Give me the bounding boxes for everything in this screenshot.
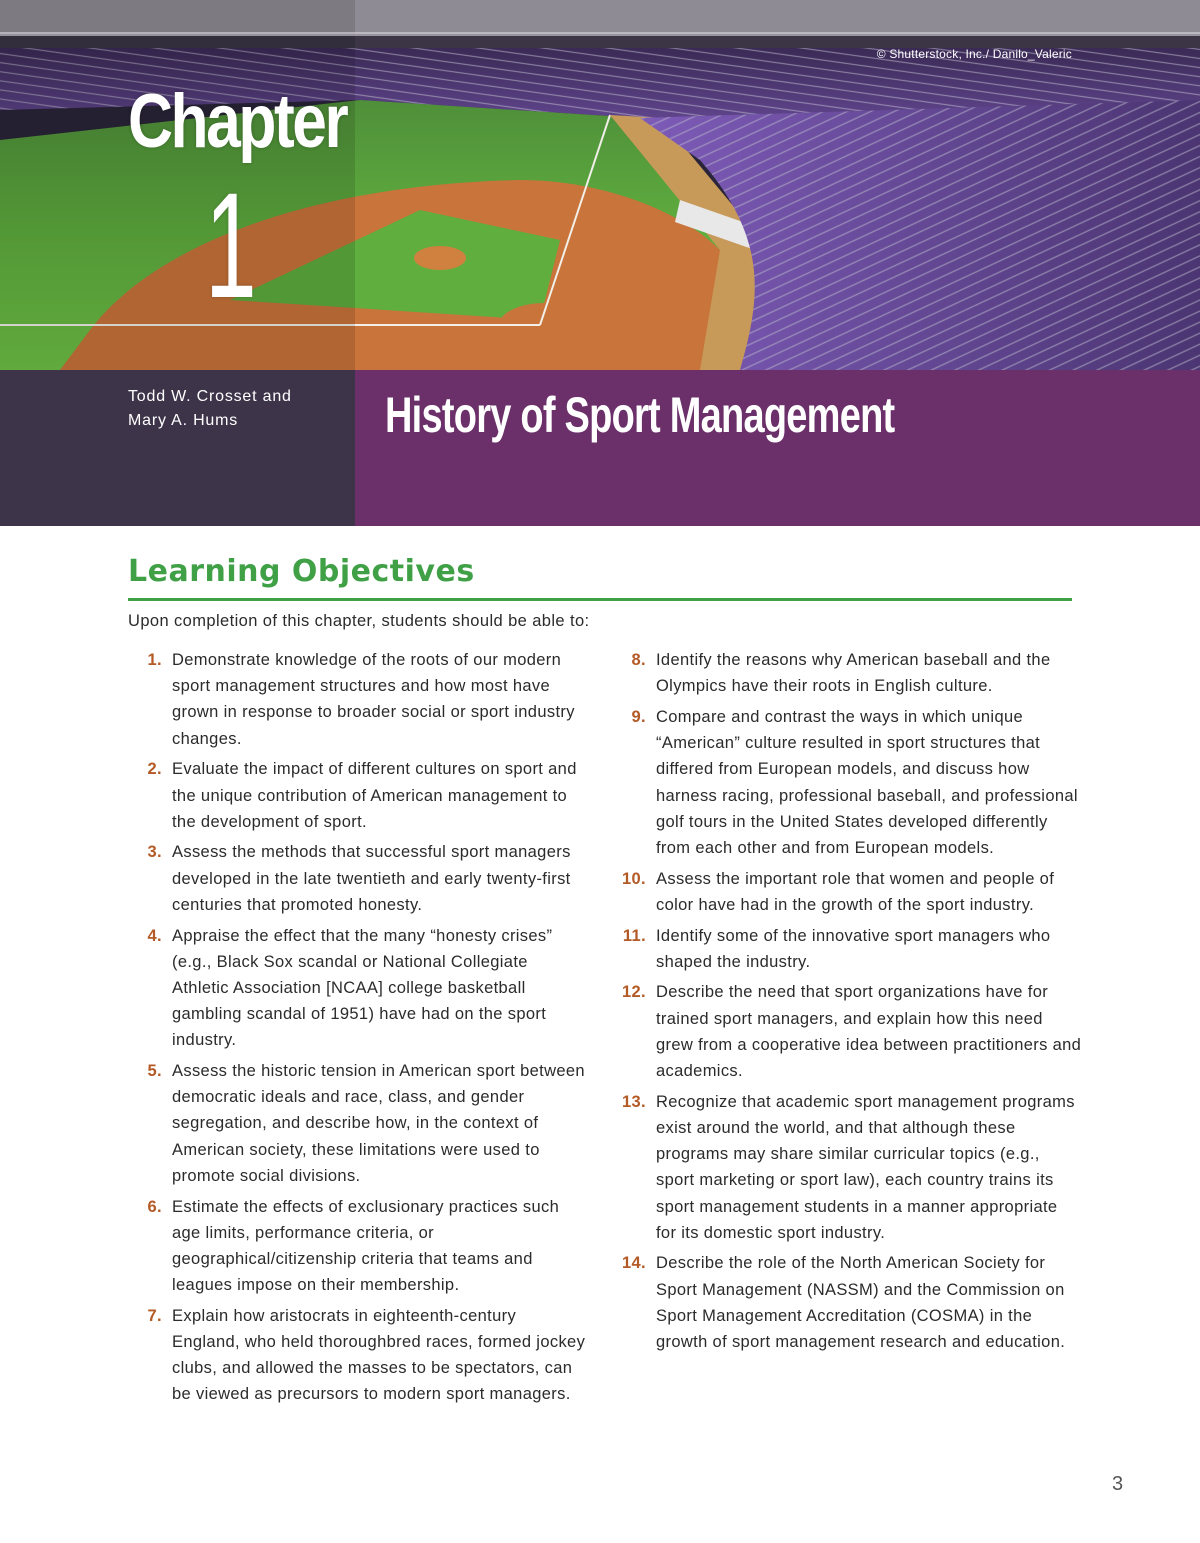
chapter-label: Chapter xyxy=(128,79,347,164)
objectives-list-right xyxy=(612,647,1082,1360)
author-panel xyxy=(0,370,355,526)
objective-number: 6. xyxy=(147,1197,162,1216)
objective-item xyxy=(612,866,1082,918)
objective-item xyxy=(128,1194,588,1299)
objective-item xyxy=(128,756,588,835)
objective-number: 14. xyxy=(622,1254,646,1273)
learning-objectives-heading: Learning Objectives xyxy=(128,554,475,589)
objective-text: Assess the methods that successful sport managers developed in the late twentieth and early twenty-first centuries that promoted honesty. xyxy=(172,843,571,914)
objective-text: Assess the important role that women and people of color have had in the growth of the sport industry. xyxy=(656,869,1055,914)
objective-text: Describe the role of the North American Society for Sport Management (NASSM) and the Commission on Sport Management Accreditation (COSMA) in the growth of sport management research and education. xyxy=(656,1254,1066,1352)
objective-text: Recognize that academic sport management programs exist around the world, and that although these programs may share similar curricular topics (e.g., sport marketing or sport law), each country trains its sport management students in a manner appropriate for its domestic sport industry. xyxy=(656,1092,1075,1242)
objective-number: 3. xyxy=(147,843,162,862)
objective-number: 2. xyxy=(147,760,162,779)
chapter-number: 1 xyxy=(205,161,257,329)
author-line-1: Todd W. Crosset and xyxy=(128,388,292,405)
objective-item xyxy=(128,647,588,752)
objective-item xyxy=(128,1303,588,1408)
objective-item xyxy=(128,1058,588,1189)
objective-item xyxy=(612,1250,1082,1355)
objective-item xyxy=(612,1089,1082,1246)
objective-number: 8. xyxy=(631,651,646,669)
objective-item xyxy=(128,839,588,918)
chapter-title: History of Sport Management xyxy=(385,387,895,443)
objective-text: Evaluate the impact of different cultures on sport and the unique contribution of American management to the development of sport. xyxy=(172,760,577,831)
title-panel xyxy=(355,370,1200,526)
objective-text: Identify some of the innovative sport managers who shaped the industry. xyxy=(656,926,1051,971)
objective-number: 4. xyxy=(147,926,162,945)
photo-credit: © Shutterstock, Inc./ Danilo_Valeric xyxy=(876,47,1072,61)
objective-item xyxy=(612,647,1082,699)
objective-item xyxy=(612,704,1082,861)
objective-text: Demonstrate knowledge of the roots of our modern sport management structures and how most have grown in response to broader social or sport industry changes. xyxy=(172,651,575,748)
objective-number: 11. xyxy=(622,926,646,945)
objective-text: Explain how aristocrats in eighteenth-century England, who held thoroughbred races, formed jockey clubs, and allowed the masses to be spectators, can be viewed as precursors to modern sport managers. xyxy=(172,1306,586,1404)
objective-number: 5. xyxy=(147,1062,162,1081)
objective-number: 13. xyxy=(622,1092,646,1111)
objective-text: Appraise the effect that the many “honesty crises” (e.g., Black Sox scandal or National Collegiate Athletic Association [NCAA] college basketball gambling scandal of 1951) have had on the sport industry. xyxy=(172,926,553,1050)
objective-item xyxy=(612,923,1082,975)
objective-text: Compare and contrast the ways in which unique “American” culture resulted in sport structures that differed from European models, and discuss how harness racing, professional baseball, and professional golf tours in the United States developed differently from each other and from European models. xyxy=(656,707,1078,857)
objective-number: 1. xyxy=(147,651,162,669)
objectives-list-left xyxy=(128,647,588,1412)
author-line-2: Mary A. Hums xyxy=(128,412,239,429)
authors xyxy=(128,385,292,433)
objective-text: Assess the historic tension in American sport between democratic ideals and race, class, and gender segregation, and describe how, in the context of American society, these limitations were used to promote social divisions. xyxy=(172,1062,585,1185)
objective-text: Describe the need that sport organizations have for trained sport managers, and explain how this need grew from a cooperative idea between practitioners and academics. xyxy=(656,983,1082,1081)
heading-divider xyxy=(128,598,1072,601)
objective-item xyxy=(128,923,588,1054)
hero-stadium-image xyxy=(0,0,1200,370)
page-number: 3 xyxy=(1112,1473,1124,1495)
objective-number: 9. xyxy=(631,707,646,726)
objectives-intro: Upon completion of this chapter, students should be able to: xyxy=(128,612,590,630)
objective-number: 10. xyxy=(622,869,646,888)
objective-item xyxy=(612,979,1082,1084)
objective-text: Identify the reasons why American baseball and the Olympics have their roots in English culture. xyxy=(656,651,1051,696)
objective-number: 12. xyxy=(622,983,646,1002)
objective-text: Estimate the effects of exclusionary practices such age limits, performance criteria, or geographical/citizenship criteria that teams and leagues impose on their membership. xyxy=(172,1197,560,1295)
objective-number: 7. xyxy=(147,1306,162,1325)
